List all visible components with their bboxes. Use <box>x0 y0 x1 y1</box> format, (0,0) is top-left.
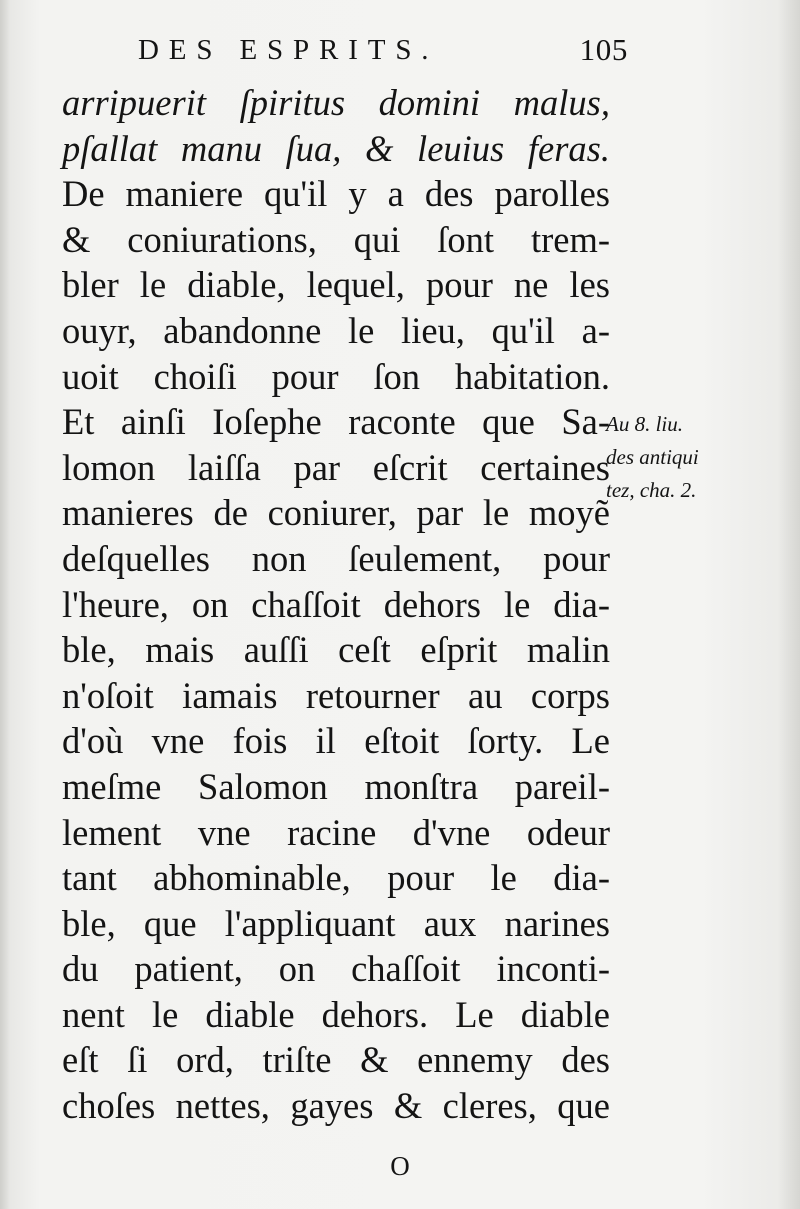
text-line: De maniere qu'il y a des parolles <box>62 173 610 215</box>
text-line: choſes nettes, gayes & cleres, que <box>62 1085 610 1127</box>
margin-note-line: tez, cha. 2. <box>606 478 697 502</box>
text-line: du patient, on chaſſoit inconti- <box>62 948 610 990</box>
text-line: nent le diable dehors. Le diable <box>62 993 610 1035</box>
text-line: bler le diable, lequel, pour ne les <box>62 264 610 306</box>
text-line: d'où vne fois il eſtoit ſorty. Le <box>62 720 610 762</box>
margin-note-line: Au 8. liu. <box>606 412 683 436</box>
body-text <box>62 80 610 1129</box>
text-line: manieres de coniurer, par le moyẽ <box>62 492 610 534</box>
text-line: n'oſoit iamais retourner au corps <box>62 674 610 716</box>
text-line: deſquelles non ſeulement, pour <box>62 537 610 579</box>
text-line: pſallat manu ſua, & leuius feras. <box>62 127 610 169</box>
text-line: arripuerit ſpiritus domini malus, <box>62 82 610 123</box>
margin-note <box>606 408 766 507</box>
signature-mark: O <box>390 1151 410 1181</box>
text-line: uoit choiſi pour ſon habitation. <box>62 355 610 397</box>
text-line: l'heure, on chaſſoit dehors le dia- <box>62 583 610 625</box>
running-head <box>138 30 628 70</box>
text-line: lomon laiſſa par eſcrit certaines <box>62 446 610 488</box>
text-line: & coniurations, qui ſont trem- <box>62 218 610 260</box>
text-line: ouyr, abandonne le lieu, qu'il a- <box>62 309 610 351</box>
text-line: meſme Salomon monſtra pareil- <box>62 765 610 807</box>
margin-note-line: des antiqui <box>606 445 699 469</box>
text-line: Et ainſi Ioſephe raconte que Sa- <box>62 401 610 443</box>
running-title: DES ESPRITS. <box>138 34 439 66</box>
text-line: lement vne racine d'vne odeur <box>62 811 610 853</box>
page-gutter-shadow <box>0 0 10 1209</box>
page-edge-shadow <box>778 0 800 1209</box>
text-line: tant abhominable, pour le dia- <box>62 857 610 899</box>
page-number: 105 <box>579 32 628 67</box>
text-line: ble, mais auſſi ceſt eſprit malin <box>62 629 610 671</box>
text-line: ble, que l'appliquant aux narines <box>62 902 610 944</box>
text-line: eſt ſi ord, triſte & ennemy des <box>62 1039 610 1081</box>
